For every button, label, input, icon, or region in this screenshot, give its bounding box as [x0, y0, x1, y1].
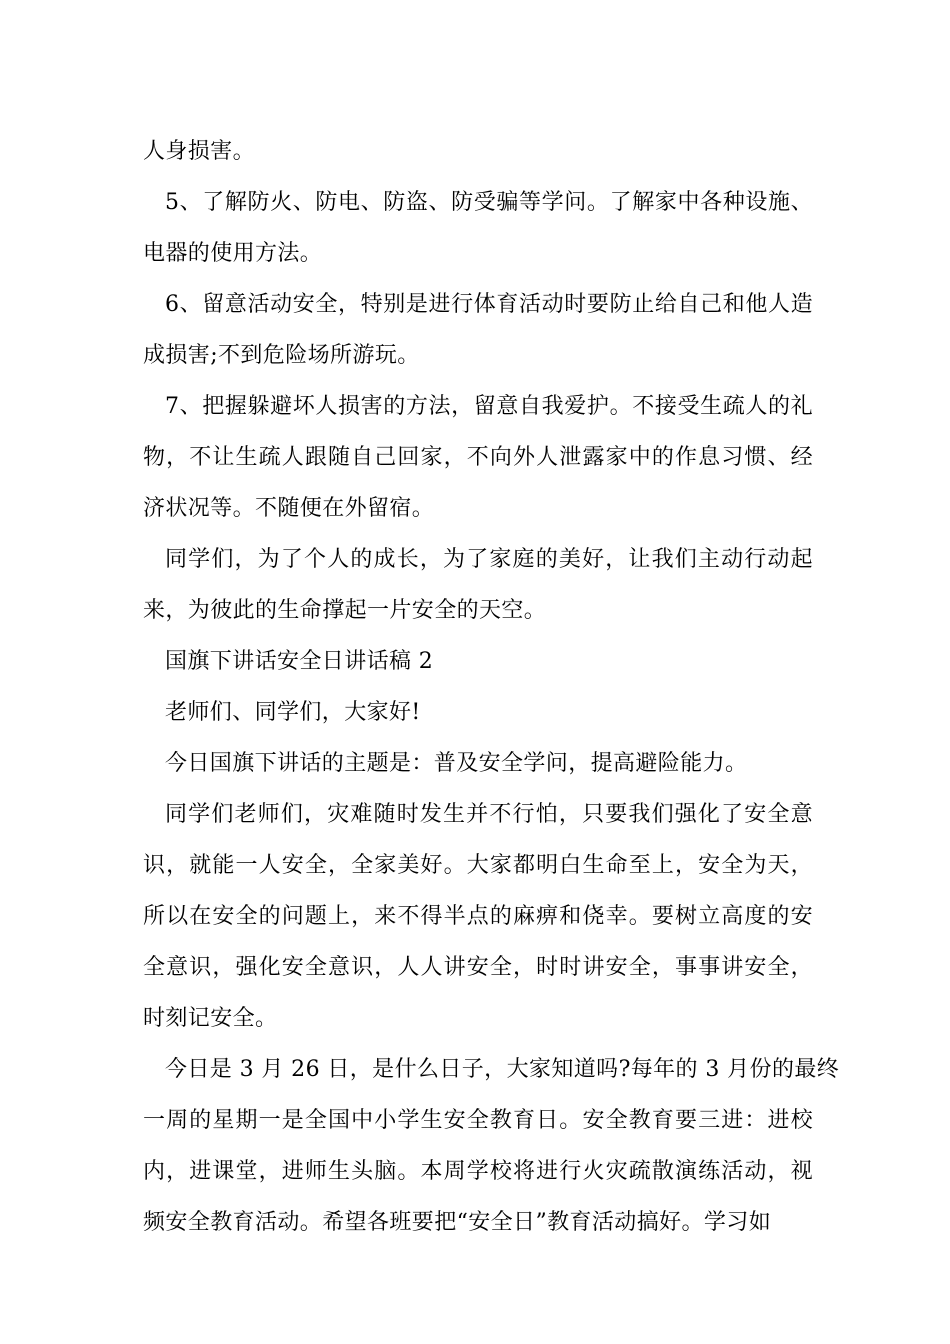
text-line: 成损害;不到危险场所游玩。: [143, 343, 420, 368]
paragraph: [143, 738, 813, 789]
paragraph: [143, 687, 813, 738]
text-line: 同学们，为了个人的成长，为了家庭的美好，让我们主动行动起: [165, 547, 813, 572]
text-line: 济状况等。不随便在外留宿。: [143, 496, 435, 521]
text-line: 频安全教育活动。希望各班要把“安全日”教育活动搞好。学习如: [143, 1210, 772, 1235]
paragraph: [143, 177, 813, 279]
paragraph: [143, 381, 813, 534]
paragraph: [143, 279, 813, 381]
paragraph: [143, 789, 813, 1044]
paragraph: [143, 1044, 840, 1248]
text-line: 物，不让生疏人跟随自己回家，不向外人泄露家中的作息习惯、经: [143, 445, 813, 470]
text-line: 识，就能一人安全，全家美好。大家都明白生命至上，安全为天，: [143, 853, 813, 878]
paragraph: [143, 126, 813, 177]
text-line: 6、留意活动安全，特别是进行体育活动时要防止给自己和他人造: [165, 292, 813, 317]
text-line: 今日国旗下讲话的主题是：普及安全学问，提高避险能力。: [165, 751, 748, 776]
text-line: 电器的使用方法。: [143, 241, 323, 266]
paragraph: [143, 534, 813, 636]
text-line: 老师们、同学们，大家好!: [165, 700, 421, 725]
text-line: 人身损害。: [143, 139, 256, 164]
text-line: 国旗下讲话安全日讲话稿 2: [165, 649, 434, 674]
text-line: 今日是 3 月 26 日，是什么日子，大家知道吗?每年的 3 月份的最终: [165, 1057, 840, 1082]
text-line: 内，进课堂，进师生头脑。本周学校将进行火灾疏散演练活动，视: [143, 1159, 813, 1184]
text-line: 所以在安全的问题上，来不得半点的麻痹和侥幸。要树立高度的安: [143, 904, 813, 929]
text-line: 5、了解防火、防电、防盗、防受骗等学问。了解家中各种设施、: [165, 190, 813, 215]
text-line: 全意识，强化安全意识，人人讲安全，时时讲安全，事事讲安全，: [143, 955, 813, 980]
text-line: 7、把握躲避坏人损害的方法，留意自我爱护。不接受生疏人的礼: [165, 394, 813, 419]
document-body: [143, 126, 840, 1248]
text-line: 来，为彼此的生命撑起一片安全的天空。: [143, 598, 547, 623]
text-line: 一周的星期一是全国中小学生安全教育日。安全教育要三进：进校: [143, 1108, 813, 1133]
paragraph: [143, 636, 813, 687]
text-line: 时刻记安全。: [143, 1006, 278, 1031]
text-line: 同学们老师们，灾难随时发生并不行怕，只要我们强化了安全意: [165, 802, 813, 827]
